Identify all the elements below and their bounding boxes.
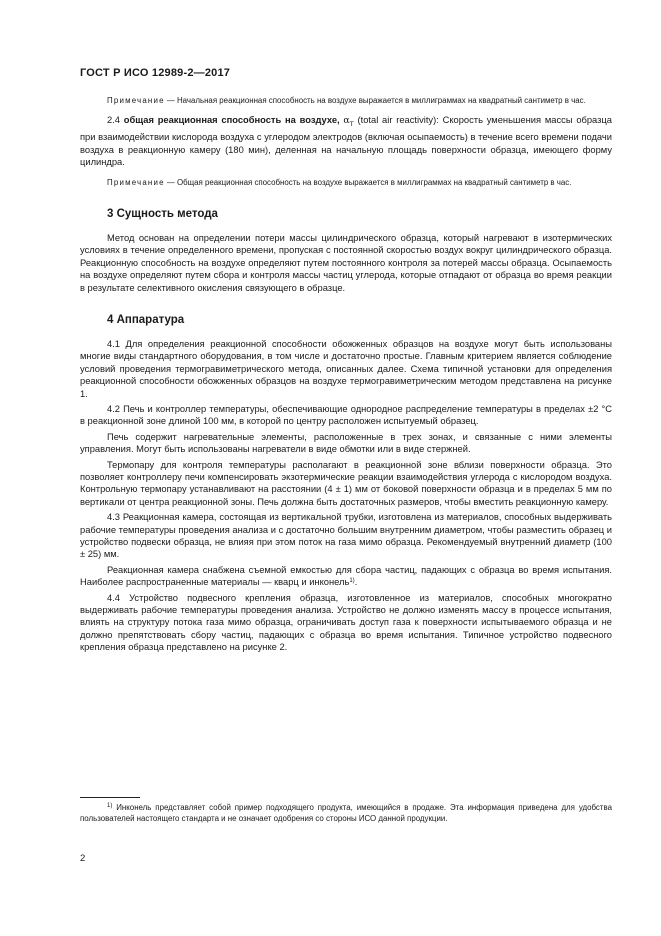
footnote-text bbox=[80, 802, 612, 824]
paragraph-4-2: 4.2 Печь и контроллер температуры, обеспечивающие однородное распределение температуры в пределах ±2 °C в реакционной зоне длиной 100 мм, в которой по центру расположен испытуемый образец. bbox=[80, 403, 612, 427]
section-3-heading: 3 Сущность метода bbox=[107, 207, 218, 220]
paragraph-4-3-chamber bbox=[80, 564, 612, 589]
definition-term: общая реакционная способность на воздухе, bbox=[123, 115, 340, 126]
paragraph-text: Реакционная камера снабжена съемной емкостью для сбора частиц, падающих с образца во время испытания. Наиболее распространенные материалы — кварц и инконель bbox=[80, 564, 612, 588]
document-header: ГОСТ Р ИСО 12989-2—2017 bbox=[80, 67, 231, 79]
paragraph-4-4: 4.4 Устройство подвесного крепления образца, изготовленное из материалов, способных многократно выдерживать рабочие температуры проведения анализа. Устройство не должно изменять массу в процессе испытания, влиять на структуру потока газа мимо образца, ограничивать доступ газа к поверхности испытываемого образца и не должно препятствовать сбору частиц, падающих с образца во время испытания. Типичное устройство подвесного крепления образца представлено на рисунке 2. bbox=[80, 592, 612, 653]
footnote bbox=[80, 802, 612, 824]
paragraph-4-3: 4.3 Реакционная камера, состоящая из вертикальной трубки, изготовлена из материалов, способных выдерживать рабочие температуры проведения анализа и с достаточно большим внутренним диаметром, чтобы разместить образец и устройство подвески образца, не влияя при этом поток на газа мимо образца. Рекомендуемый внутренний диаметр (100 ± 25) мм. bbox=[80, 512, 612, 560]
paragraph-4-1: 4.1 Для определения реакционной способности обожженных образцов на воздухе могут быть использованы многие виды стандартного оборудования, в том числе и достаточно простые. Главным критерием является соблюдение условий проведения термогравиметрического метода, описанных далее. Схема типичной установки для определения реакционной способности обожженных образцов на воздухе термогравиметрическим методом представлена на рисунке 1. bbox=[80, 338, 612, 399]
paragraph-4-2-thermocouple: Термопару для контроля температуры располагают в реакционной зоне вблизи поверхности образца. Это позволяет контроллеру печи компенсировать экзотермические реакции взаимодействия углерода с кислородом воздуха. Контрольную термопару устанавливают на расстоянии (4 ± 1) мм от боковой поверхности образца и в пределах 5 мм по вертикали от центра реакционной зоны. Печь должна быть достаточных размеров, чтобы вместить реакционную камеру. bbox=[80, 459, 612, 507]
definition-symbol-sub: T bbox=[349, 121, 354, 129]
definition-number: 2.4 bbox=[107, 115, 120, 126]
definition-text: (total air reactivity): Скорость уменьшения массы образца при взаимодействии кислорода воздуха с углеродом электродов (включая осыпаемость) в течение всего времени подачи воздуха в реакционную камеру (180 мин), деленная на начальную площадь поверхности образца, имеющего форму цилиндра. bbox=[80, 115, 612, 168]
note-label: Примечание bbox=[107, 177, 165, 187]
note-text: — Начальная реакционная способность на воздухе выражается в миллиграммах на квадратный сантиметр в час. bbox=[164, 96, 586, 105]
note-total-reactivity bbox=[80, 177, 612, 188]
definition-2-4 bbox=[80, 114, 612, 168]
footnote-ref[interactable]: 1) bbox=[349, 578, 355, 585]
note-text: — Общая реакционная способность на воздухе выражается в миллиграммах на квадратный сантиметр в час. bbox=[164, 177, 572, 187]
section-3-paragraph: Метод основан на определении потери массы цилиндрического образца, который нагревают в изотермических условиях в течение определенного времени, пропуская с постоянной скоростью воздух вокруг цилиндрического образца. Реакционную способность на воздухе определяют путем постоянного контроля за потерей массы образца. Осыпаемость на воздухе определяют путем сбора и контроля массы частиц углерода, которые отпадают от образца во время реакции в результате селективного окисления связующего в образце. bbox=[80, 232, 612, 293]
paragraph-4-2-furnace: Печь содержит нагревательные элементы, расположенные в трех зонах, и связанные с ними элементы управления. Могут быть использованы нагреватели в виде обмотки или в виде стержней. bbox=[80, 431, 612, 455]
footnote-body: Инконель представляет собой пример подходящего продукта, имеющийся в продаже. Эта информация приведена для удобства пользователей настоящего стандарта и не означает одобрения со стороны ИСО данной продукции. bbox=[80, 803, 612, 824]
definition-symbol: α bbox=[343, 115, 350, 127]
main-content bbox=[80, 95, 612, 654]
note-initial-reactivity bbox=[80, 95, 612, 106]
footnote-divider bbox=[80, 797, 140, 798]
footnote-marker: 1) bbox=[107, 803, 113, 809]
note-label: Примечание bbox=[107, 96, 165, 105]
page-number: 2 bbox=[80, 853, 86, 864]
paragraph-end: . bbox=[354, 577, 358, 588]
section-4-heading: 4 Аппаратура bbox=[107, 313, 185, 326]
